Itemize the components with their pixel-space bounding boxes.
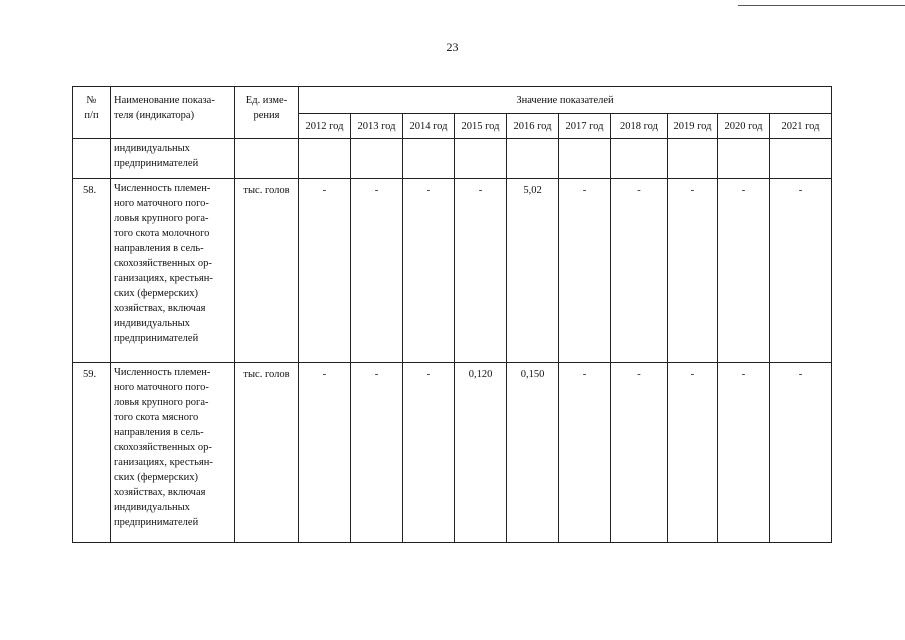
row-value: - <box>718 179 770 363</box>
header-name: Наименование показа- теля (индикатора) <box>111 87 235 139</box>
row-value: - <box>668 179 718 363</box>
header-num: № п/п <box>73 87 111 139</box>
table-row <box>73 139 832 179</box>
row-unit <box>235 139 299 179</box>
header-year: 2018 год <box>611 114 668 139</box>
indicator-table <box>72 86 832 543</box>
table-row <box>73 363 832 543</box>
row-value <box>718 139 770 179</box>
top-rule <box>738 5 905 6</box>
row-value: - <box>455 179 507 363</box>
row-value: - <box>403 179 455 363</box>
row-value: - <box>559 179 611 363</box>
row-value: - <box>403 363 455 543</box>
row-value: 0,120 <box>455 363 507 543</box>
row-value: - <box>770 363 832 543</box>
page-number: 23 <box>446 40 459 54</box>
row-value: - <box>611 363 668 543</box>
row-value: - <box>718 363 770 543</box>
row-name: индивидуальных предпринимателей <box>111 139 235 179</box>
row-value: 0,150 <box>507 363 559 543</box>
row-num <box>73 139 111 179</box>
header-year: 2016 год <box>507 114 559 139</box>
table-row <box>73 179 832 363</box>
header-year: 2021 год <box>770 114 832 139</box>
row-value <box>770 139 832 179</box>
row-value: - <box>559 363 611 543</box>
header-year: 2019 год <box>668 114 718 139</box>
row-value <box>507 139 559 179</box>
row-value: - <box>299 179 351 363</box>
row-value <box>559 139 611 179</box>
header-year: 2013 год <box>351 114 403 139</box>
row-value <box>668 139 718 179</box>
row-value <box>299 139 351 179</box>
header-values-group: Значение показателей <box>299 87 832 114</box>
row-num: 59. <box>73 363 111 543</box>
row-value: 5,02 <box>507 179 559 363</box>
row-value <box>403 139 455 179</box>
row-value <box>351 139 403 179</box>
row-value: - <box>299 363 351 543</box>
header-year: 2012 год <box>299 114 351 139</box>
row-value <box>455 139 507 179</box>
row-unit: тыс. голов <box>235 179 299 363</box>
header-year: 2020 год <box>718 114 770 139</box>
header-unit: Ед. изме- рения <box>235 87 299 139</box>
row-num: 58. <box>73 179 111 363</box>
row-value <box>611 139 668 179</box>
row-value: - <box>351 179 403 363</box>
row-value: - <box>668 363 718 543</box>
row-value: - <box>611 179 668 363</box>
header-year: 2014 год <box>403 114 455 139</box>
header-year: 2017 год <box>559 114 611 139</box>
row-name: Численность племен- ного маточного пого- ловья крупного рога- того скота молочного направления в сель- скохозяйственных ор- ганизациях, крестьян- ских (фермерских) хозяйствах, включая индивидуальных предпринимателей <box>111 179 235 363</box>
row-name: Численность племен- ного маточного пого- ловья крупного рога- того скота мясного направления в сель- скохозяйственных ор- ганизациях, крестьян- ских (фермерских) хозяйствах, включая индивидуальных предпринимателей <box>111 363 235 543</box>
row-value: - <box>770 179 832 363</box>
row-unit: тыс. голов <box>235 363 299 543</box>
row-value: - <box>351 363 403 543</box>
header-year: 2015 год <box>455 114 507 139</box>
header-row <box>73 87 832 114</box>
